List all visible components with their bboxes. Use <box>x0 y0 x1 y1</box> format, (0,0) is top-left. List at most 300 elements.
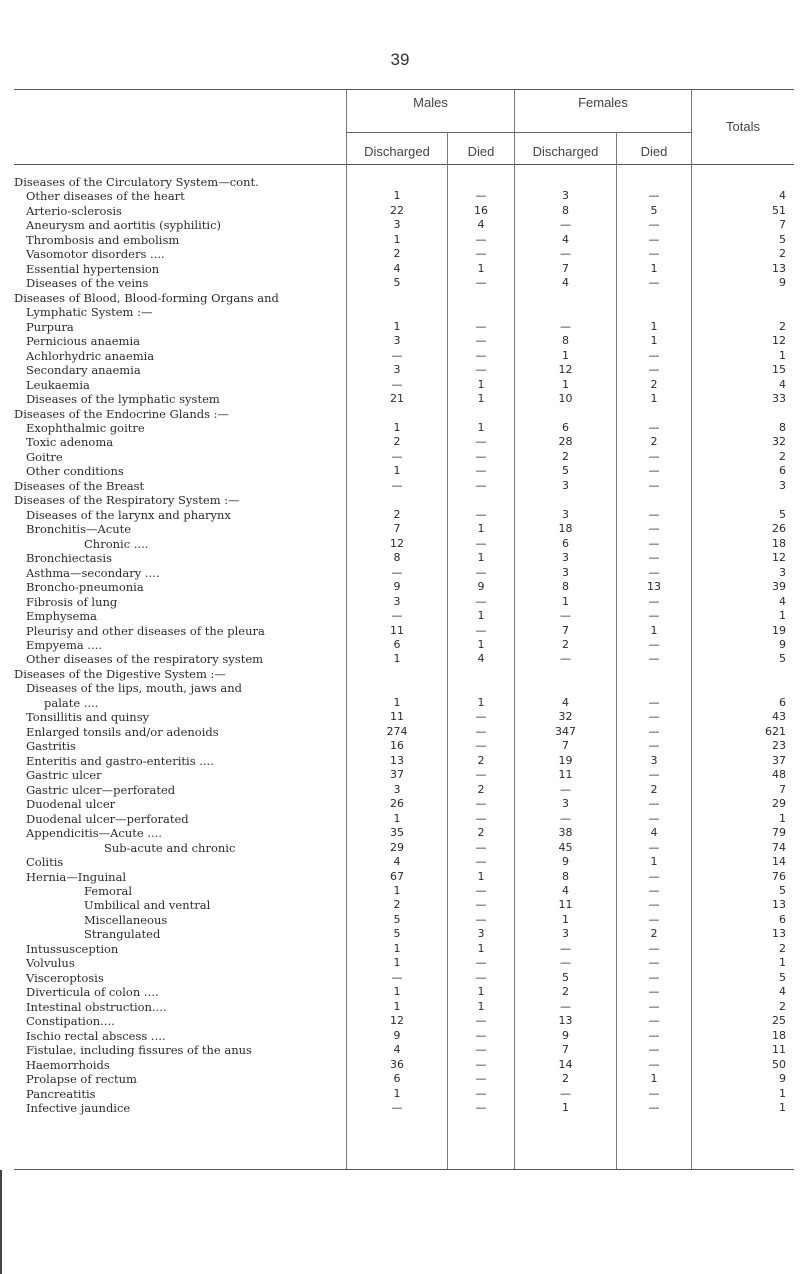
totals-cell: 13 <box>772 898 786 912</box>
females-died-cell: 13 <box>647 580 661 594</box>
table-row <box>14 768 794 782</box>
males-discharged-cell: 3 <box>393 782 401 796</box>
totals-cell: 2 <box>779 999 786 1013</box>
males-discharged-cell: 1 <box>393 695 401 709</box>
row-label: Emphysema <box>26 609 98 624</box>
row-label: Essential hypertension <box>26 261 160 276</box>
table-row <box>14 1000 794 1014</box>
totals-cell: 621 <box>765 724 786 738</box>
females-subheader-rule <box>515 132 691 133</box>
females-died-cell: — <box>648 941 660 955</box>
table-row <box>14 1029 794 1043</box>
row-label: Infective jaundice <box>26 1101 131 1115</box>
females-discharged-cell: 5 <box>562 464 569 478</box>
table-row <box>14 1043 794 1057</box>
row-label: Hernia—Inguinal <box>26 869 127 884</box>
females-discharged-cell: 38 <box>558 826 573 840</box>
table-row <box>14 320 794 334</box>
males-discharged-cell: 7 <box>393 522 401 536</box>
males-died-cell: — <box>475 970 487 984</box>
males-died-cell: — <box>475 956 487 970</box>
row-label: Colitis <box>26 855 64 870</box>
totals-cell: 4 <box>779 189 786 203</box>
males-discharged-cell: 1 <box>393 1086 401 1100</box>
males-died-cell: 2 <box>477 826 485 840</box>
row-label: Broncho-pneumonia <box>26 580 144 595</box>
females-discharged-cell: 3 <box>562 797 569 811</box>
females-died-cell: 1 <box>650 855 658 869</box>
females-discharged-cell: 3 <box>562 565 569 579</box>
males-discharged-cell: 11 <box>390 623 404 637</box>
males-discharged-cell: 4 <box>393 855 401 869</box>
row-label: Goitre <box>26 449 63 464</box>
females-discharged-cell: 4 <box>562 695 569 709</box>
males-discharged-cell: 6 <box>393 638 401 651</box>
table-row <box>14 971 794 985</box>
females-died-cell: — <box>648 522 660 536</box>
females-died-cell: 4 <box>650 826 658 840</box>
females-discharged-cell: 8 <box>562 869 569 883</box>
row-label: Pancreatitis <box>26 1086 96 1101</box>
totals-cell: 5 <box>779 232 786 246</box>
header-males: Males <box>413 95 448 110</box>
males-died-cell: 1 <box>477 638 485 651</box>
females-discharged-cell: — <box>560 218 571 232</box>
males-discharged-cell: 1 <box>393 232 401 246</box>
totals-cell: 25 <box>772 1014 786 1028</box>
table-row <box>14 291 794 305</box>
totals-cell: 2 <box>779 319 786 333</box>
row-label: Strangulated <box>84 927 161 942</box>
females-discharged-cell: 18 <box>558 522 573 536</box>
females-died-cell: — <box>648 970 660 984</box>
row-label: Pernicious anaemia <box>26 334 140 349</box>
females-died-cell: — <box>648 536 660 550</box>
females-discharged-cell: 2 <box>562 1072 569 1086</box>
table-row <box>14 870 794 884</box>
table-row <box>14 710 794 724</box>
females-died-cell: 2 <box>650 927 658 941</box>
females-died-cell: — <box>648 1028 660 1042</box>
females-died-cell: — <box>648 1014 660 1028</box>
females-discharged-cell: 347 <box>555 724 576 738</box>
males-died-cell: 1 <box>477 999 485 1013</box>
males-died-cell: 1 <box>477 551 485 565</box>
females-died-cell: — <box>648 724 660 738</box>
males-discharged-cell: 3 <box>393 363 401 377</box>
females-discharged-cell: 19 <box>558 753 573 767</box>
females-died-cell: — <box>648 956 660 970</box>
totals-cell: 3 <box>779 565 786 579</box>
table-row <box>14 479 794 493</box>
males-died-cell: — <box>475 449 487 463</box>
table-row <box>14 681 794 695</box>
females-died-cell: 1 <box>650 623 658 637</box>
males-discharged-cell: 2 <box>393 247 401 261</box>
table-row <box>14 363 794 377</box>
table-row <box>14 884 794 898</box>
table-row <box>14 739 794 753</box>
table-row <box>14 522 794 536</box>
males-discharged-cell: 1 <box>393 420 401 434</box>
females-died-cell: — <box>648 869 660 883</box>
header-females-died: Died <box>640 144 668 159</box>
row-label: Umbilical and ventral <box>84 898 211 913</box>
females-died-cell: — <box>648 464 660 478</box>
males-discharged-cell: 37 <box>390 768 404 782</box>
row-label: Diseases of the Respiratory System :— <box>14 493 240 508</box>
table-row <box>14 1087 794 1101</box>
totals-cell: 43 <box>772 710 786 724</box>
males-died-cell: 1 <box>477 377 485 391</box>
females-died-cell: — <box>648 840 660 854</box>
totals-cell: 18 <box>772 1028 786 1042</box>
males-discharged-cell: 21 <box>390 392 404 406</box>
totals-cell: 37 <box>772 753 786 767</box>
females-discharged-cell: — <box>560 941 571 955</box>
totals-cell: 48 <box>772 768 786 782</box>
females-died-cell: — <box>648 449 660 463</box>
males-discharged-cell: 22 <box>390 203 404 217</box>
males-discharged-cell: — <box>391 377 403 391</box>
females-died-cell: — <box>648 695 660 709</box>
females-discharged-cell: — <box>560 1086 571 1100</box>
females-discharged-cell: 8 <box>562 203 569 217</box>
females-died-cell: — <box>648 985 660 999</box>
females-discharged-cell: 2 <box>562 638 569 651</box>
row-label: Other conditions <box>26 464 124 479</box>
row-label: Empyema .... <box>26 638 103 652</box>
totals-cell: 18 <box>772 536 786 550</box>
females-died-cell: — <box>648 1101 660 1114</box>
row-label: Constipation.... <box>26 1014 115 1029</box>
females-discharged-cell: 11 <box>558 898 573 912</box>
females-discharged-cell: 1 <box>562 912 569 926</box>
totals-cell: 4 <box>779 377 786 391</box>
females-discharged-cell: — <box>560 811 571 825</box>
females-discharged-cell: — <box>560 247 571 261</box>
row-label: Diseases of the Endocrine Glands :— <box>14 406 230 421</box>
table-row <box>14 754 794 768</box>
table-row <box>14 927 794 941</box>
males-died-cell: 2 <box>477 753 485 767</box>
females-discharged-cell: — <box>560 956 571 970</box>
table-row <box>14 624 794 638</box>
table-body <box>14 175 794 1115</box>
females-discharged-cell: 32 <box>558 710 573 724</box>
females-discharged-cell: 10 <box>558 392 573 406</box>
females-died-cell: — <box>648 348 660 362</box>
table-row <box>14 797 794 811</box>
row-label: Diseases of the lymphatic system <box>26 392 220 407</box>
males-discharged-cell: 12 <box>390 1014 404 1028</box>
females-discharged-cell: 2 <box>562 985 569 999</box>
table-row <box>14 175 794 189</box>
males-died-cell: — <box>475 1014 487 1028</box>
males-died-cell: 1 <box>477 695 485 709</box>
males-died-cell: — <box>475 883 487 897</box>
males-died-cell: 1 <box>477 392 485 406</box>
totals-cell: 11 <box>772 1043 786 1057</box>
totals-cell: 5 <box>779 652 786 666</box>
totals-cell: 50 <box>772 1057 786 1071</box>
females-died-cell: 2 <box>650 377 658 391</box>
table-row <box>14 595 794 609</box>
females-died-cell: — <box>648 609 660 623</box>
males-died-cell: — <box>475 348 487 362</box>
totals-cell: 9 <box>779 1072 786 1086</box>
totals-cell: 13 <box>772 261 786 275</box>
males-died-cell: — <box>475 1028 487 1042</box>
table-row <box>14 247 794 261</box>
table-row <box>14 407 794 421</box>
row-label: Pleurisy and other diseases of the pleura <box>26 623 265 638</box>
row-label: Gastric ulcer—perforated <box>26 782 176 797</box>
totals-cell: 51 <box>772 203 786 217</box>
totals-cell: 13 <box>772 927 786 941</box>
females-discharged-cell: — <box>560 319 571 333</box>
females-discharged-cell: 9 <box>562 855 569 869</box>
table-row <box>14 189 794 203</box>
females-died-cell: — <box>648 912 660 926</box>
females-died-cell: — <box>648 652 660 666</box>
males-discharged-cell: 13 <box>390 753 404 767</box>
females-discharged-cell: 12 <box>558 363 573 377</box>
totals-cell: 15 <box>772 363 786 377</box>
totals-cell: 7 <box>779 218 786 232</box>
males-discharged-cell: — <box>391 348 403 362</box>
females-discharged-cell: — <box>560 652 571 666</box>
females-died-cell: — <box>648 247 660 261</box>
males-discharged-cell: 67 <box>390 869 404 883</box>
row-label: Other diseases of the respiratory system <box>26 652 264 667</box>
males-discharged-cell: 36 <box>390 1057 404 1071</box>
females-discharged-cell: 5 <box>562 970 569 984</box>
males-died-cell: 9 <box>477 580 485 594</box>
males-discharged-cell: 1 <box>393 985 401 999</box>
row-label: Haemorrhoids <box>26 1057 110 1072</box>
totals-cell: 5 <box>779 970 786 984</box>
table-row <box>14 233 794 247</box>
totals-cell: 6 <box>779 912 786 926</box>
females-discharged-cell: 7 <box>562 1043 569 1057</box>
males-discharged-cell: 5 <box>393 276 401 290</box>
females-died-cell: 2 <box>650 782 658 796</box>
females-died-cell: — <box>648 420 660 434</box>
males-died-cell: — <box>475 232 487 246</box>
males-discharged-cell: 29 <box>390 840 404 854</box>
row-label: Femoral <box>84 883 133 898</box>
table-row <box>14 956 794 970</box>
males-died-cell: — <box>475 478 487 492</box>
males-discharged-cell: 1 <box>393 883 401 897</box>
totals-cell: 33 <box>772 392 786 406</box>
row-label: Gastritis <box>26 739 76 754</box>
totals-cell: 6 <box>779 464 786 478</box>
table-row <box>14 667 794 681</box>
males-discharged-cell: 1 <box>393 999 401 1013</box>
table-row <box>14 841 794 855</box>
table-row <box>14 826 794 840</box>
females-discharged-cell: 3 <box>562 551 569 565</box>
table-row <box>14 696 794 710</box>
females-discharged-cell: 7 <box>562 739 569 753</box>
totals-cell: 1 <box>779 609 786 623</box>
females-died-cell: — <box>648 1086 660 1100</box>
table-row <box>14 392 794 406</box>
females-died-cell: — <box>648 999 660 1013</box>
males-died-cell: — <box>475 840 487 854</box>
females-discharged-cell: 1 <box>562 1101 569 1114</box>
row-label: Enlarged tonsils and/or adenoids <box>26 724 219 739</box>
row-label: Leukaemia <box>26 377 90 392</box>
totals-cell: 76 <box>772 869 786 883</box>
totals-cell: 12 <box>772 551 786 565</box>
row-label: Diseases of the Breast <box>14 478 145 493</box>
table-row <box>14 262 794 276</box>
males-died-cell: — <box>475 797 487 811</box>
males-discharged-cell: — <box>391 565 403 579</box>
row-label: Appendicitis—Acute .... <box>26 826 162 841</box>
males-died-cell: 1 <box>477 941 485 955</box>
males-died-cell: — <box>475 464 487 478</box>
females-died-cell: — <box>648 232 660 246</box>
males-discharged-cell: 5 <box>393 927 401 941</box>
males-died-cell: — <box>475 768 487 782</box>
males-discharged-cell: 2 <box>393 507 401 521</box>
table-row <box>14 435 794 449</box>
males-died-cell: — <box>475 1057 487 1071</box>
table-row <box>14 204 794 218</box>
table-bottom-rule <box>14 1169 794 1170</box>
males-died-cell: — <box>475 1101 487 1114</box>
males-died-cell: 3 <box>477 927 485 941</box>
table-row <box>14 493 794 507</box>
males-discharged-cell: 1 <box>393 956 401 970</box>
females-discharged-cell: 11 <box>558 768 573 782</box>
males-died-cell: — <box>475 855 487 869</box>
table-row <box>14 652 794 666</box>
row-label: Diseases of the larynx and pharynx <box>26 507 231 522</box>
table-row <box>14 812 794 826</box>
totals-cell: 7 <box>779 782 786 796</box>
females-discharged-cell: 6 <box>562 420 569 434</box>
females-died-cell: — <box>648 1057 660 1071</box>
females-died-cell: — <box>648 478 660 492</box>
table-row <box>14 464 794 478</box>
females-discharged-cell: 7 <box>562 261 569 275</box>
table-row <box>14 218 794 232</box>
females-discharged-cell: 1 <box>562 348 569 362</box>
males-subheader-rule <box>347 132 514 133</box>
totals-cell: 2 <box>779 449 786 463</box>
females-discharged-cell: 28 <box>558 435 573 449</box>
row-label: palate .... <box>44 695 99 710</box>
males-discharged-cell: 6 <box>393 1072 401 1086</box>
males-died-cell: — <box>475 898 487 912</box>
row-label: Tonsillitis and quinsy <box>26 710 150 725</box>
row-label: Arterio-sclerosis <box>26 203 122 218</box>
page-number: 39 <box>390 50 410 69</box>
table-row <box>14 1072 794 1086</box>
table-row <box>14 566 794 580</box>
row-label: Lymphatic System :— <box>26 305 153 320</box>
females-died-cell: — <box>648 797 660 811</box>
row-label: Aneurysm and aortitis (syphilitic) <box>26 218 222 233</box>
table-row <box>14 421 794 435</box>
males-discharged-cell: — <box>391 449 403 463</box>
females-discharged-cell: 8 <box>562 580 569 594</box>
totals-cell: 8 <box>779 420 786 434</box>
totals-cell: 9 <box>779 638 786 651</box>
females-died-cell: — <box>648 710 660 724</box>
header-males-discharged: Discharged <box>364 144 430 159</box>
totals-cell: 2 <box>779 247 786 261</box>
females-died-cell: 1 <box>650 319 658 333</box>
table-row <box>14 276 794 290</box>
row-label: Asthma—secondary .... <box>26 565 160 580</box>
row-label: Bronchiectasis <box>26 551 113 566</box>
table-row <box>14 638 794 652</box>
males-discharged-cell: 1 <box>393 941 401 955</box>
males-died-cell: 1 <box>477 985 485 999</box>
females-died-cell: 5 <box>650 203 658 217</box>
females-died-cell: — <box>648 898 660 912</box>
totals-cell: 79 <box>772 826 786 840</box>
row-label: Enteritis and gastro-enteritis .... <box>26 753 214 768</box>
page-edge-mark <box>0 1170 2 1274</box>
table-row <box>14 985 794 999</box>
males-died-cell: 4 <box>477 652 485 666</box>
males-died-cell: — <box>475 739 487 753</box>
table-row <box>14 537 794 551</box>
row-label: Diseases of the Digestive System :— <box>14 666 226 681</box>
females-discharged-cell: 45 <box>558 840 573 854</box>
totals-cell: 2 <box>779 941 786 955</box>
males-discharged-cell: 35 <box>390 826 404 840</box>
hospital-statistics-table <box>14 89 794 1170</box>
females-died-cell: — <box>648 363 660 377</box>
totals-cell: 5 <box>779 507 786 521</box>
females-discharged-cell: 1 <box>562 594 569 608</box>
females-discharged-cell: 4 <box>562 232 569 246</box>
males-died-cell: — <box>475 435 487 449</box>
table-row <box>14 783 794 797</box>
males-died-cell: — <box>475 724 487 738</box>
females-died-cell: 3 <box>650 753 658 767</box>
males-died-cell: 1 <box>477 869 485 883</box>
males-died-cell: 1 <box>477 522 485 536</box>
females-died-cell: — <box>648 218 660 232</box>
table-top-rule <box>14 89 794 90</box>
totals-cell: 39 <box>772 580 786 594</box>
totals-cell: 14 <box>772 855 786 869</box>
females-discharged-cell: 6 <box>562 536 569 550</box>
row-label: Visceroptosis <box>26 970 104 985</box>
females-died-cell: 2 <box>650 435 658 449</box>
females-died-cell: — <box>648 189 660 203</box>
males-died-cell: 1 <box>477 420 485 434</box>
females-discharged-cell: 1 <box>562 377 569 391</box>
males-discharged-cell: 11 <box>390 710 404 724</box>
row-label: Intestinal obstruction.... <box>26 999 167 1014</box>
row-label: Achlorhydric anaemia <box>26 348 155 363</box>
males-discharged-cell: — <box>391 970 403 984</box>
totals-cell: 26 <box>772 522 786 536</box>
table-row <box>14 942 794 956</box>
totals-cell: 74 <box>772 840 786 854</box>
females-discharged-cell: 4 <box>562 276 569 290</box>
